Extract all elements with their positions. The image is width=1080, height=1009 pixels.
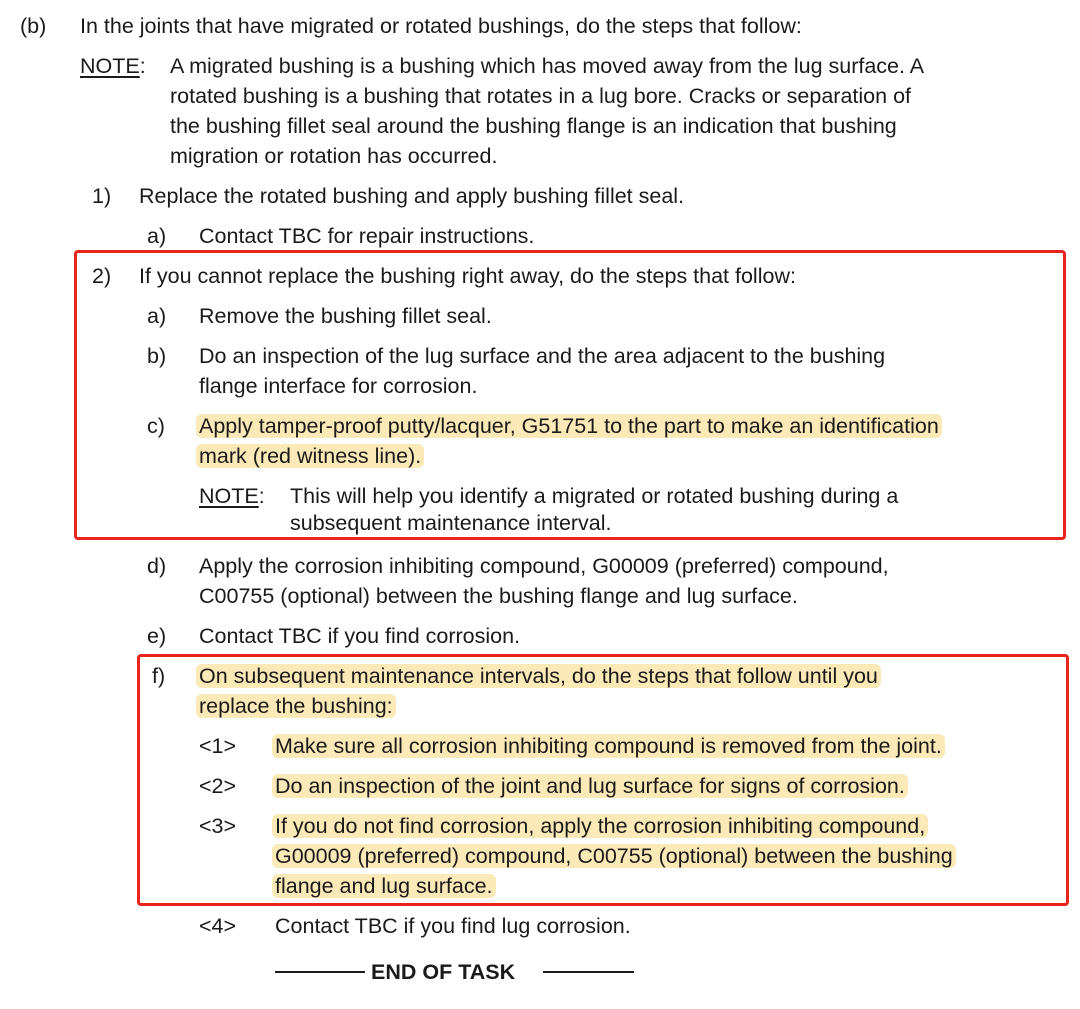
note-label-text: NOTE	[80, 54, 140, 78]
substep-marker-2c: c)	[147, 414, 165, 438]
note-line-1: This will help you identify a migrated or rotated bushing during a	[290, 484, 899, 508]
note-label-text: NOTE	[199, 484, 259, 508]
highlight: Do an inspection of the joint and lug surface for signs of corrosion.	[272, 774, 908, 798]
item-4-text: Contact TBC if you find lug corrosion.	[275, 914, 631, 938]
step-b-text: In the joints that have migrated or rotated bushings, do the steps that follow:	[80, 14, 802, 38]
note-line-2: subsequent maintenance interval.	[290, 511, 612, 535]
item-3-line-2	[275, 841, 956, 871]
substep-2f-line-2	[199, 691, 396, 721]
substep-2d-line-1: Apply the corrosion inhibiting compound, G00009 (preferred) compound,	[199, 554, 889, 578]
item-marker-3: <3>	[199, 814, 237, 838]
substep-2b-line-1: Do an inspection of the lug surface and the area adjacent to the bushing	[199, 344, 886, 368]
highlight: Make sure all corrosion inhibiting compound is removed from the joint.	[272, 734, 945, 758]
note-line-3: the bushing fillet seal around the bushing flange is an indication that bushing	[170, 114, 897, 138]
note-label-colon: :	[258, 484, 265, 508]
highlight: If you do not find corrosion, apply the corrosion inhibiting compound,	[272, 814, 928, 838]
step-marker-1: 1)	[92, 184, 112, 208]
step-1-text: Replace the rotated bushing and apply bushing fillet seal.	[139, 184, 685, 208]
substep-2d-line-2: C00755 (optional) between the bushing flange and lug surface.	[199, 584, 798, 608]
end-rule-right	[543, 971, 634, 973]
note-line-4: migration or rotation has occurred.	[170, 144, 498, 168]
highlight: replace the bushing:	[196, 694, 396, 718]
note-line-1: A migrated bushing is a bushing which has moved away from the lug surface. A	[170, 54, 925, 78]
step-marker-2: 2)	[92, 264, 112, 288]
highlight: On subsequent maintenance intervals, do the steps that follow until you	[196, 664, 881, 688]
note-label	[80, 51, 146, 81]
step-2-text: If you cannot replace the bushing right away, do the steps that follow:	[139, 264, 796, 288]
substep-marker-2e: e)	[147, 624, 167, 648]
item-marker-4: <4>	[199, 914, 237, 938]
substep-marker-2d: d)	[147, 554, 167, 578]
substep-2c-line-1	[199, 411, 942, 441]
note-line-2: rotated bushing is a bushing that rotates in a lug bore. Cracks or separation of	[170, 84, 911, 108]
item-3-line-3	[275, 871, 496, 901]
end-of-task: END OF TASK	[371, 960, 516, 984]
substep-marker-1a: a)	[147, 224, 167, 248]
item-1-text	[275, 731, 945, 761]
substep-2a-text: Remove the bushing fillet seal.	[199, 304, 492, 328]
item-marker-1: <1>	[199, 734, 237, 758]
highlight: mark (red witness line).	[196, 444, 424, 468]
item-2-text	[275, 771, 908, 801]
substep-marker-2f: f)	[152, 664, 166, 688]
substep-1a-text: Contact TBC for repair instructions.	[199, 224, 535, 248]
item-marker-2: <2>	[199, 774, 237, 798]
item-3-line-1	[275, 811, 928, 841]
substep-2f-line-1	[199, 661, 881, 691]
end-rule-left	[275, 971, 365, 973]
substep-2c-line-2	[199, 441, 424, 471]
substep-marker-2b: b)	[147, 344, 167, 368]
substep-2b-line-2: flange interface for corrosion.	[199, 374, 478, 398]
substep-marker-2a: a)	[147, 304, 167, 328]
note-label-colon: :	[139, 54, 146, 78]
note-label	[199, 481, 265, 511]
substep-2e-text: Contact TBC if you find corrosion.	[199, 624, 521, 648]
highlight: Apply tamper-proof putty/lacquer, G51751 to the part to make an identification	[196, 414, 942, 438]
highlight: G00009 (preferred) compound, C00755 (optional) between the bushing	[272, 844, 956, 868]
step-marker-b: (b)	[20, 14, 47, 38]
highlight: flange and lug surface.	[272, 874, 496, 898]
